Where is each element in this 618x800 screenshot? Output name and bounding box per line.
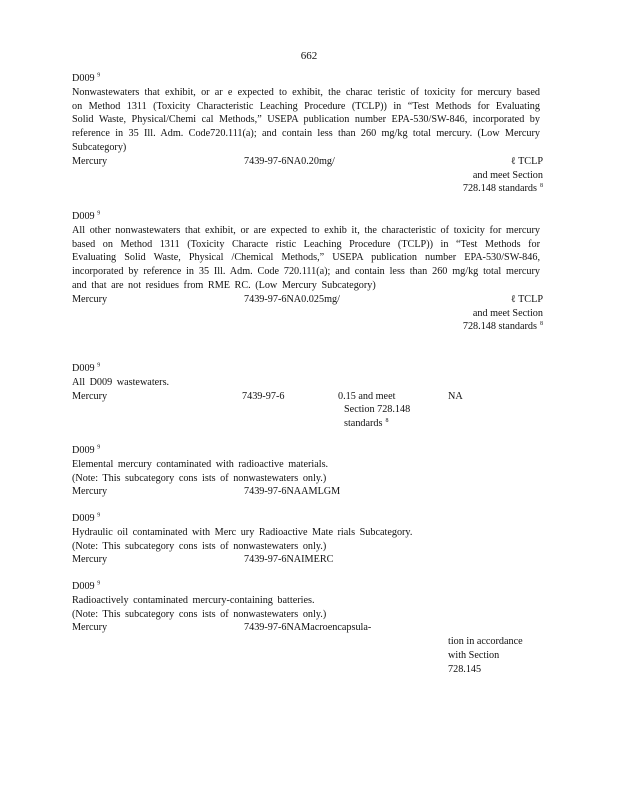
waste-description: All D009 wastewaters.	[72, 376, 170, 388]
constituent-row	[72, 155, 543, 195]
nonwastewater-standard	[448, 635, 543, 676]
waste-code: D009	[72, 211, 95, 222]
waste-code: D009	[72, 513, 95, 524]
constituent-row	[72, 390, 540, 430]
standard-line: with Section	[448, 650, 500, 662]
footnote-ref: 9	[97, 512, 101, 519]
waste-code-heading	[72, 210, 540, 224]
footnote-ref: 9	[97, 444, 101, 451]
entry-low-mercury-subcategory	[72, 72, 543, 195]
constituent-row	[72, 621, 540, 675]
waste-code: D009	[72, 363, 95, 374]
footnote-ref: 8	[540, 182, 543, 189]
standard-line: and meet Section	[472, 169, 543, 181]
waste-code-heading	[72, 580, 540, 594]
waste-description: Nonwastewaters that exhibit, or ar e expected to exhibit, the charac teristic of toxicity for mercury based on Method 1311 (Toxicity Characteristic Leaching Procedure (TCLP)) in “Test Methods for Evaluating Solid Waste, Physical/Chemi cal Methods,” USEPA publication number EPA-530/SW-846, incorporated by reference in 35 Ill. Adm. Code720.111(a); and contain less than 260 mg/kg total mercury. (Low Mercury Subcategory)	[72, 86, 540, 153]
waste-code: D009	[72, 445, 95, 456]
constituent-name: Mercury	[72, 293, 108, 305]
subcategory-note: (Note: This subcategory cons ists of nonwastewaters only.)	[72, 540, 327, 552]
waste-description: All other nonwastewaters that exhibit, or are expected to exhib it, the characteristic of toxicity for mercury based on Method 1311 (Toxicity Characte ristic Leaching Procedure (TCLP)) in “Test Methods for Evaluating Solid Waste, Physical /Chemical Methods,” USEPA publication number EPA-530/SW-846, incorporated by reference in 35 Ill. Adm. Code 720.111(a); and contain less than 260 mg/kg total mercury and that are not residues from RME RC. (Low Mercury Subcategory)	[72, 224, 540, 291]
waste-code-heading	[72, 362, 540, 376]
constituent-row	[72, 293, 543, 333]
constituent-name: Mercury	[72, 486, 108, 498]
entry-d009-wastewaters	[72, 362, 540, 430]
cas-and-standard: 7439-97-6NA0.025mg/	[244, 293, 340, 305]
cas-and-standard: 7439-97-6NAIMERC	[244, 554, 334, 566]
constituent-name: Mercury	[72, 155, 108, 167]
standard-line: ℓ TCLP	[510, 155, 543, 167]
footnote-ref: 9	[97, 210, 101, 217]
standard-line: 728.145	[448, 663, 482, 675]
constituent-name: Mercury	[72, 622, 108, 634]
constituent-name: Mercury	[72, 390, 108, 402]
cas-number: 7439-97-6	[242, 390, 285, 402]
subcategory-note: (Note: This subcategory cons ists of nonwastewaters only.)	[72, 472, 327, 484]
cas-and-standard: 7439-97-6NAAMLGM	[244, 486, 341, 498]
entry-mercury-batteries	[72, 580, 540, 675]
wastewater-standard	[338, 390, 438, 431]
page-number: 662	[300, 50, 318, 62]
entry-elemental-mercury	[72, 444, 540, 499]
waste-code-heading	[72, 444, 540, 458]
footnote-ref: 9	[97, 362, 101, 369]
subcategory-note: (Note: This subcategory cons ists of nonwastewaters only.)	[72, 608, 327, 620]
standard-line: and meet Section	[472, 307, 543, 319]
standard-line: 728.148 standards $^8$	[462, 182, 543, 195]
nonwastewater-standard	[448, 155, 543, 196]
footnote-ref: 9	[97, 72, 101, 79]
cas-and-standard: 7439-97-6NAMacroencapsula-	[244, 622, 372, 634]
entry-other-nonwastewaters	[72, 210, 543, 333]
waste-code: D009	[72, 73, 95, 84]
waste-code: D009	[72, 581, 95, 592]
standard-line: standards $^8$	[344, 417, 389, 430]
entry-hydraulic-oil	[72, 512, 540, 567]
waste-description: Hydraulic oil contaminated with Merc ury Radioactive Mate rials Subcategory.	[72, 526, 413, 538]
footnote-ref: 9	[97, 580, 101, 587]
standard-line: Section 728.148	[344, 404, 411, 416]
footnote-ref: 8	[540, 320, 543, 327]
standard-line: ℓ TCLP	[510, 293, 543, 305]
waste-code-heading	[72, 512, 540, 526]
cas-and-standard: 7439-97-6NA0.20mg/	[244, 155, 335, 167]
footnote-ref: 8	[385, 417, 389, 424]
constituent-row	[72, 485, 540, 499]
nonwastewater-standard	[448, 293, 543, 334]
constituent-name: Mercury	[72, 554, 108, 566]
standard-line: 728.148 standards $^8$	[462, 320, 543, 333]
nonwastewater-standard: NA	[448, 390, 463, 402]
standard-line: 0.15 and meet	[338, 390, 396, 402]
waste-code-heading	[72, 72, 540, 86]
waste-description: Radioactively contaminated mercury-containing batteries.	[72, 594, 315, 606]
constituent-row	[72, 553, 540, 567]
waste-description: Elemental mercury contaminated with radioactive materials.	[72, 458, 329, 470]
standard-line: tion in accordance	[448, 636, 523, 648]
